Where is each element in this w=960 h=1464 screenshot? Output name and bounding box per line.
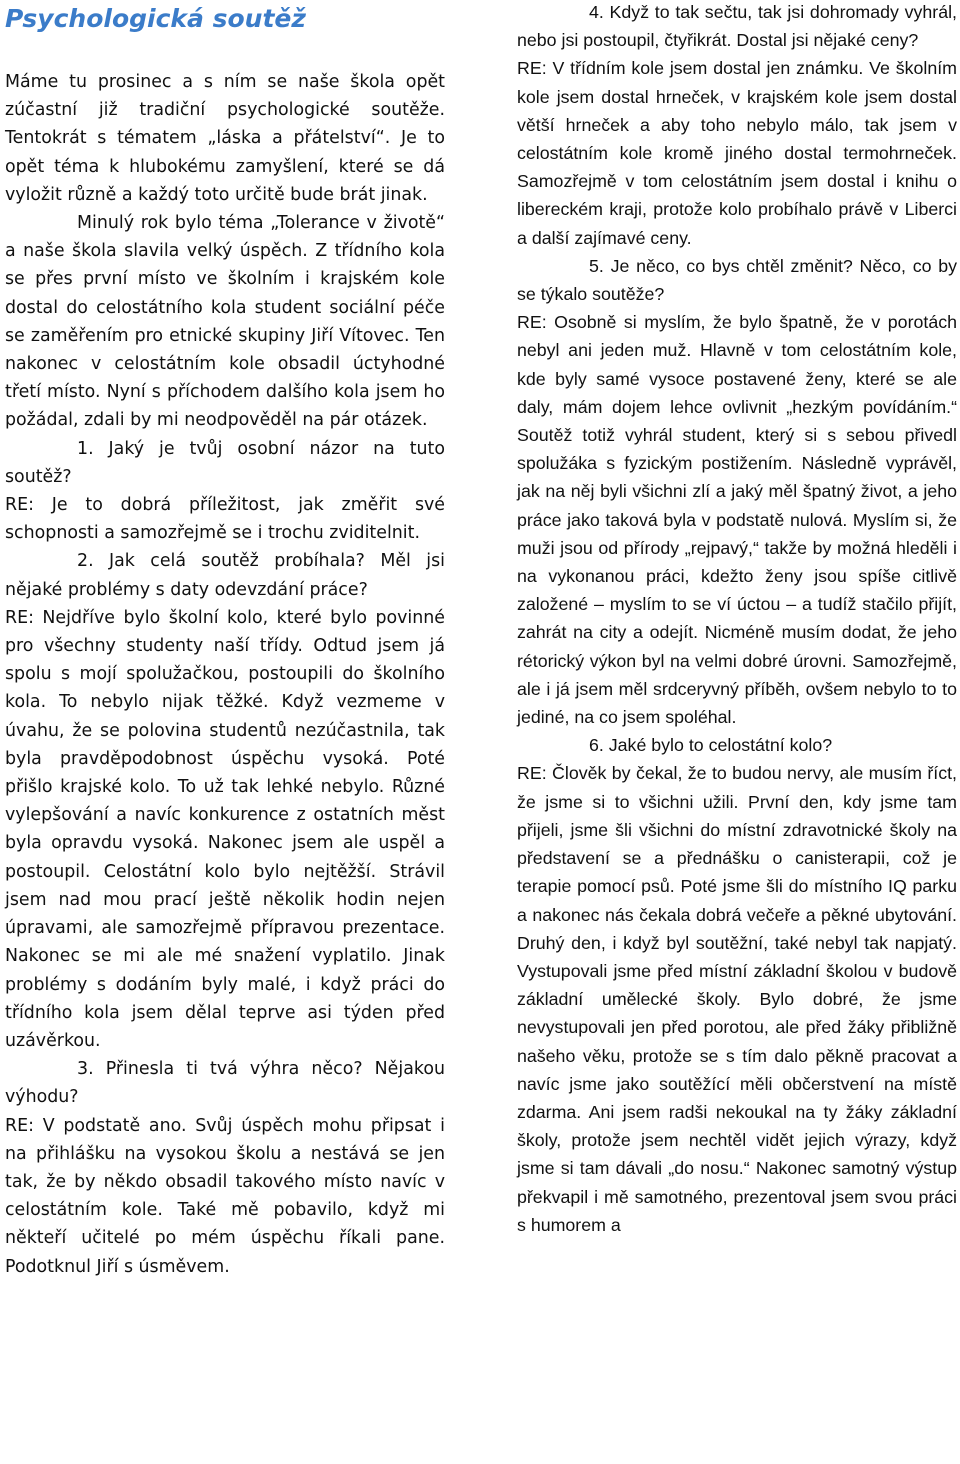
- question-6: 6. Jaké bylo to celostátní kolo?: [589, 735, 833, 756]
- question-2: 2. Jak celá soutěž probíhala? Měl jsi nějaké problémy s daty odevzdání práce?: [5, 551, 445, 600]
- question-1: 1. Jaký je tvůj osobní názor na tuto soutěž?: [5, 438, 445, 487]
- question-5: 5. Je něco, co bys chtěl změnit? Něco, co by se týkalo soutěže?: [517, 255, 957, 305]
- answer-1: RE: Je to dobrá příležitost, jak změřit své schopnosti a samozřejmě se i trochu zviditelnit.: [5, 495, 445, 544]
- intro-paragraph: Máme tu prosinec a s ním se naše škola opět zúčastní již tradiční psychologické soutěže. Tentokrát s tématem „láska a přátelství“. Je to opět téma k hlubokému zamyšlení, které se dá vyložit různě a každý toto určitě bude brát jinak.: [5, 72, 445, 205]
- question-3: 3. Přinesla ti tvá výhra něco? Nějakou výhodu?: [5, 1059, 445, 1108]
- background-paragraph: Minulý rok bylo téma „Tolerance v životě“ a naše škola slavila velký úspěch. Z třídního kola se přes první místo ve školním i krajském kole dostal do celostátního kola student sociální péče se zaměřením pro etnické skupiny Jiří Vítovec. Ten nakonec v celostátním kole obsadil úctyhodné třetí místo. Nyní s příchodem dalšího kola jsem ho požádal, zdali by mi neodpověděl na pár otázek.: [5, 213, 445, 431]
- answer-6: RE: Člověk by čekal, že to budou nervy, ale musím říct, že jsme si to všichni užili. První den, kdy jsme tam přijeli, jsme šli všichni do místní zdravotnické školy na představení se a přednášku o canisterapii, což je terapie pomocí psů. Poté jsme šli do místního IQ parku a nakonec nás čekala dobrá večeře a pěkné ubytování. Druhý den, i když byl soutěžní, také nebyl tak napjatý. Vystupovali jsme před místní základní školou v budově základní umělecké školy. Bylo dobré, že jsme nevystupovali jen před porotou, ale před žáky přibližně našeho věku, protože se s tím dalo pěkně pracovat a navíc jsme jako soutěžící měli občerstvení na místě zdarma. Ani jsem radši nekoukal na ty žáky základní školy, protože jsem nechtěl vidět jejich výrazy, když jsme si tam dávali „do nosu.“ Nakonec samotný výstup překvapil i mě samotného, prezentoval jsem svou práci s humorem a: [517, 763, 957, 1235]
- right-column: [517, 0, 957, 1239]
- answer-3: RE: V podstatě ano. Svůj úspěch mohu připsat i na přihlášku na vysokou školu a nestává se jen tak, že by někdo obsadil takového místo navíc v celostátním kole. Také mě pobavilo, když mi někteří učitelé po mém úspěchu říkali pane. Podotknul Jiří s úsměvem.: [5, 1115, 445, 1277]
- answer-2: RE: Nejdříve bylo školní kolo, které bylo povinné pro všechny studenty naší třídy. Odtud jsem já spolu s mojí spolužačkou, postoupili do školního kola. To nebylo nijak těžké. Když vezmeme v úvahu, že se polovina studentů nezúčastnila, tak byla pravděpodobnost úspěchu vysoká. Poté přišlo krajské kolo. To už tak lehké nebylo. Různé vylepšování a navíc konkurence z ostatních měst byla opravdu vysoká. Nakonec jsem ale uspěl a postoupil. Celostátní kolo bylo nejtěžší. Strávil jsem nad mou prací ještě několik hodin nejen úpravami, ale samozřejmě přípravou prezentace. Nakonec se mi ale mé snažení vyplatilo. Jinak problémy s dodáním byly malé, i když práci do třídního kola jsem dělal teprve asi týden před uzávěrkou.: [5, 607, 445, 1051]
- answer-5: RE: Osobně si myslím, že bylo špatně, že v porotách nebyl ani jeden muž. Hlavně v tom celostátním kole, kde byly samé vysoce postavené ženy, které se ale daly, mám dojem lehce ovlivnit „hezkým povídáním.“ Soutěž totiž vyhrál student, který si s sebou přivedl spolužáka s fyzickým postižením. Následně vyprávěl, jak na něj byli všichni zlí a jaký měl špatný život, a jeho práce jako taková byla v podstatě nulová. Myslím si, že muži jsou od přírody „rejpavý,“ takže by možná hleděli i na vykonanou práci, kdežto ženy jsou spíše citlivě založené – myslím to se ví úctou – a tudíž stačilo přijít, zahrát na city a odejít. Nicméně musím dodat, že jeho rétorický výkon byl na velmi dobré úrovni. Samozřejmě, ale i já jsem měl srdceryvný příběh, ovšem nebylo to to jediné, na co jsem spoléhal.: [517, 312, 957, 728]
- left-column: [5, 0, 445, 1281]
- answer-4: RE: V třídním kole jsem dostal jen známku. Ve školním kole jsem dostal hrneček, v krajském kole jsem dostal větší hrneček a aby toho nebylo málo, tak jsem v celostátním kole kromě jiného dostal termohrneček. Samozřejmě v tom celostátním jsem dostal i knihu o libereckém kraji, protože kolo probíhalo právě v Liberci a další zajímavé ceny.: [517, 58, 957, 248]
- question-4: 4. Když to tak sečtu, tak jsi dohromady vyhrál, nebo jsi postoupil, čtyřikrát. Dostal jsi nějaké ceny?: [517, 2, 957, 51]
- article-title: Psychologická soutěž: [5, 4, 306, 33]
